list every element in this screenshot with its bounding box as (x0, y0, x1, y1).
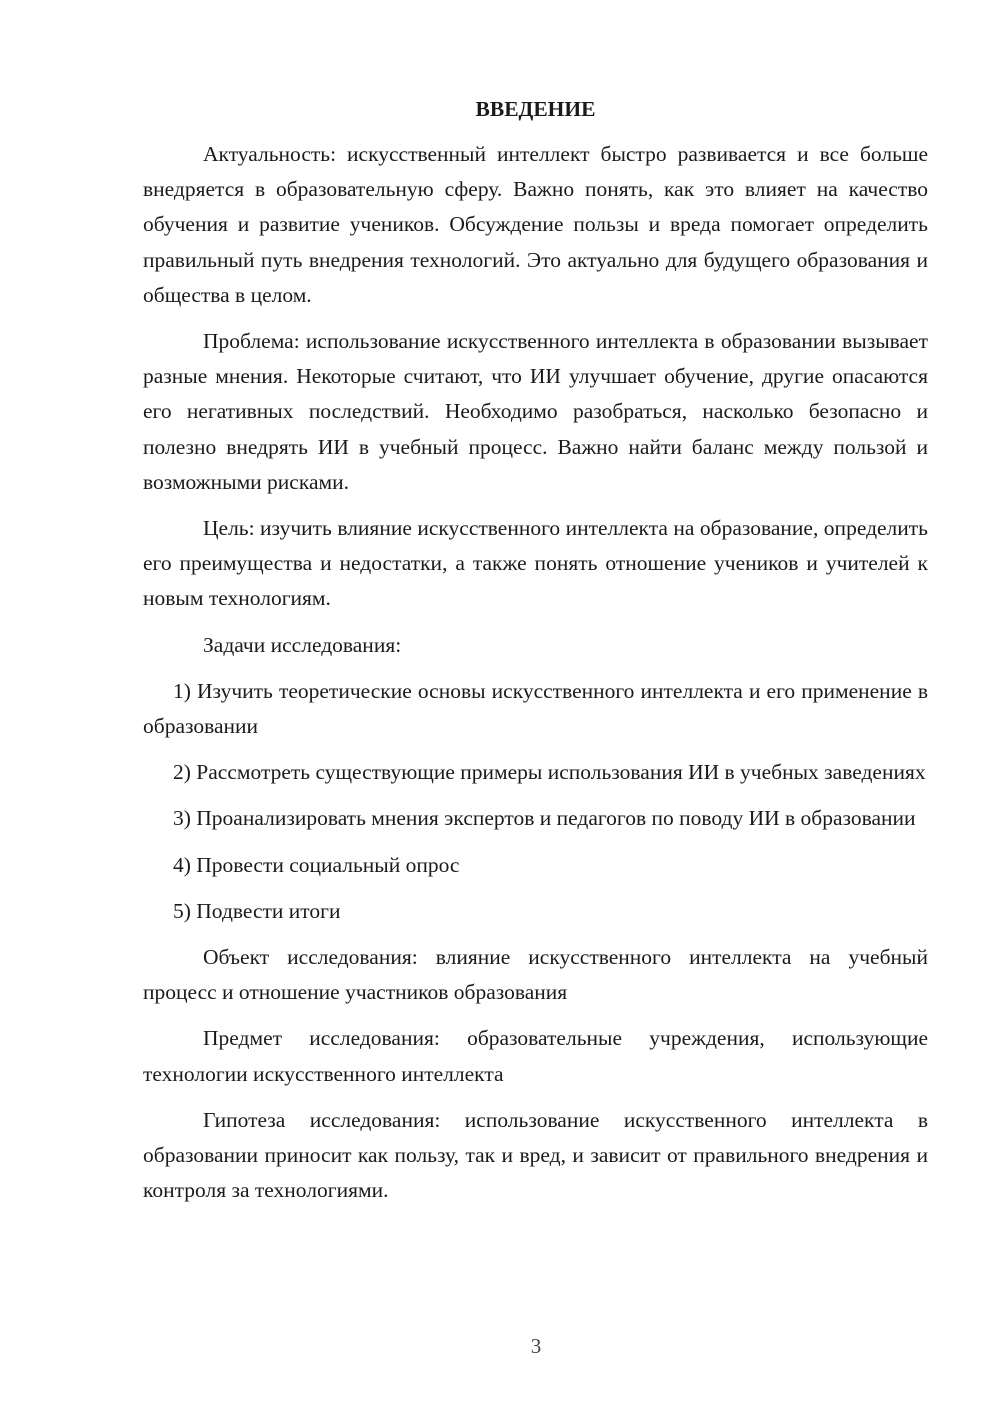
task-item-4: 4) Провести социальный опрос (173, 852, 460, 877)
section-title: ВВЕДЕНИЕ (475, 97, 596, 121)
tasks-heading: Задачи исследования: (203, 632, 402, 657)
page-number: 3 (530, 1334, 542, 1358)
object-paragraph: Объект исследования: влияние искусственного интеллекта на учебный процесс и отношение участников образования (143, 945, 928, 1005)
hypothesis-paragraph: Гипотеза исследования: использование искусственного интеллекта в образовании приносит как пользу, так и вред, и зависит от правильного внедрения и контроля за технологиями. (143, 1107, 928, 1203)
subject-paragraph: Предмет исследования: образовательные учреждения, использующие технологии искусственного интеллекта (143, 1026, 928, 1086)
goal-paragraph: Цель: изучить влияние искусственного интеллекта на образование, определить его преимущества и недостатки, а также понять отношение учеников и учителей к новым технологиям. (143, 516, 928, 611)
task-item-5: 5) Подвести итоги (173, 898, 341, 923)
task-item-2: 2) Рассмотреть существующие примеры использования ИИ в учебных заведениях (173, 760, 926, 785)
task-item-1: 1) Изучить теоретические основы искусственного интеллекта и его применение в образовании (143, 678, 928, 739)
task-item-3: 3) Проанализировать мнения экспертов и педагогов по поводу ИИ в образовании (173, 806, 916, 831)
relevance-paragraph: Актуальность: искусственный интеллект быстро развивается и все больше внедряется в образовательную сферу. Важно понять, как это влияет на качество обучения и развитие учеников. Обсуждение пользы и вреда помогает определить правильный путь внедрения технологий. Это актуально для будущего образования и общества в целом. (143, 142, 928, 307)
document-page (143, 92, 928, 1219)
problem-paragraph: Проблема: использование искусственного интеллекта в образовании вызывает разные мнения. Некоторые считают, что ИИ улучшает обучение, другие опасаются его негативных последствий. Необходимо разобраться, насколько безопасно и полезно внедрять ИИ в учебный процесс. Важно найти баланс между пользой и возможными рисками. (143, 329, 928, 494)
